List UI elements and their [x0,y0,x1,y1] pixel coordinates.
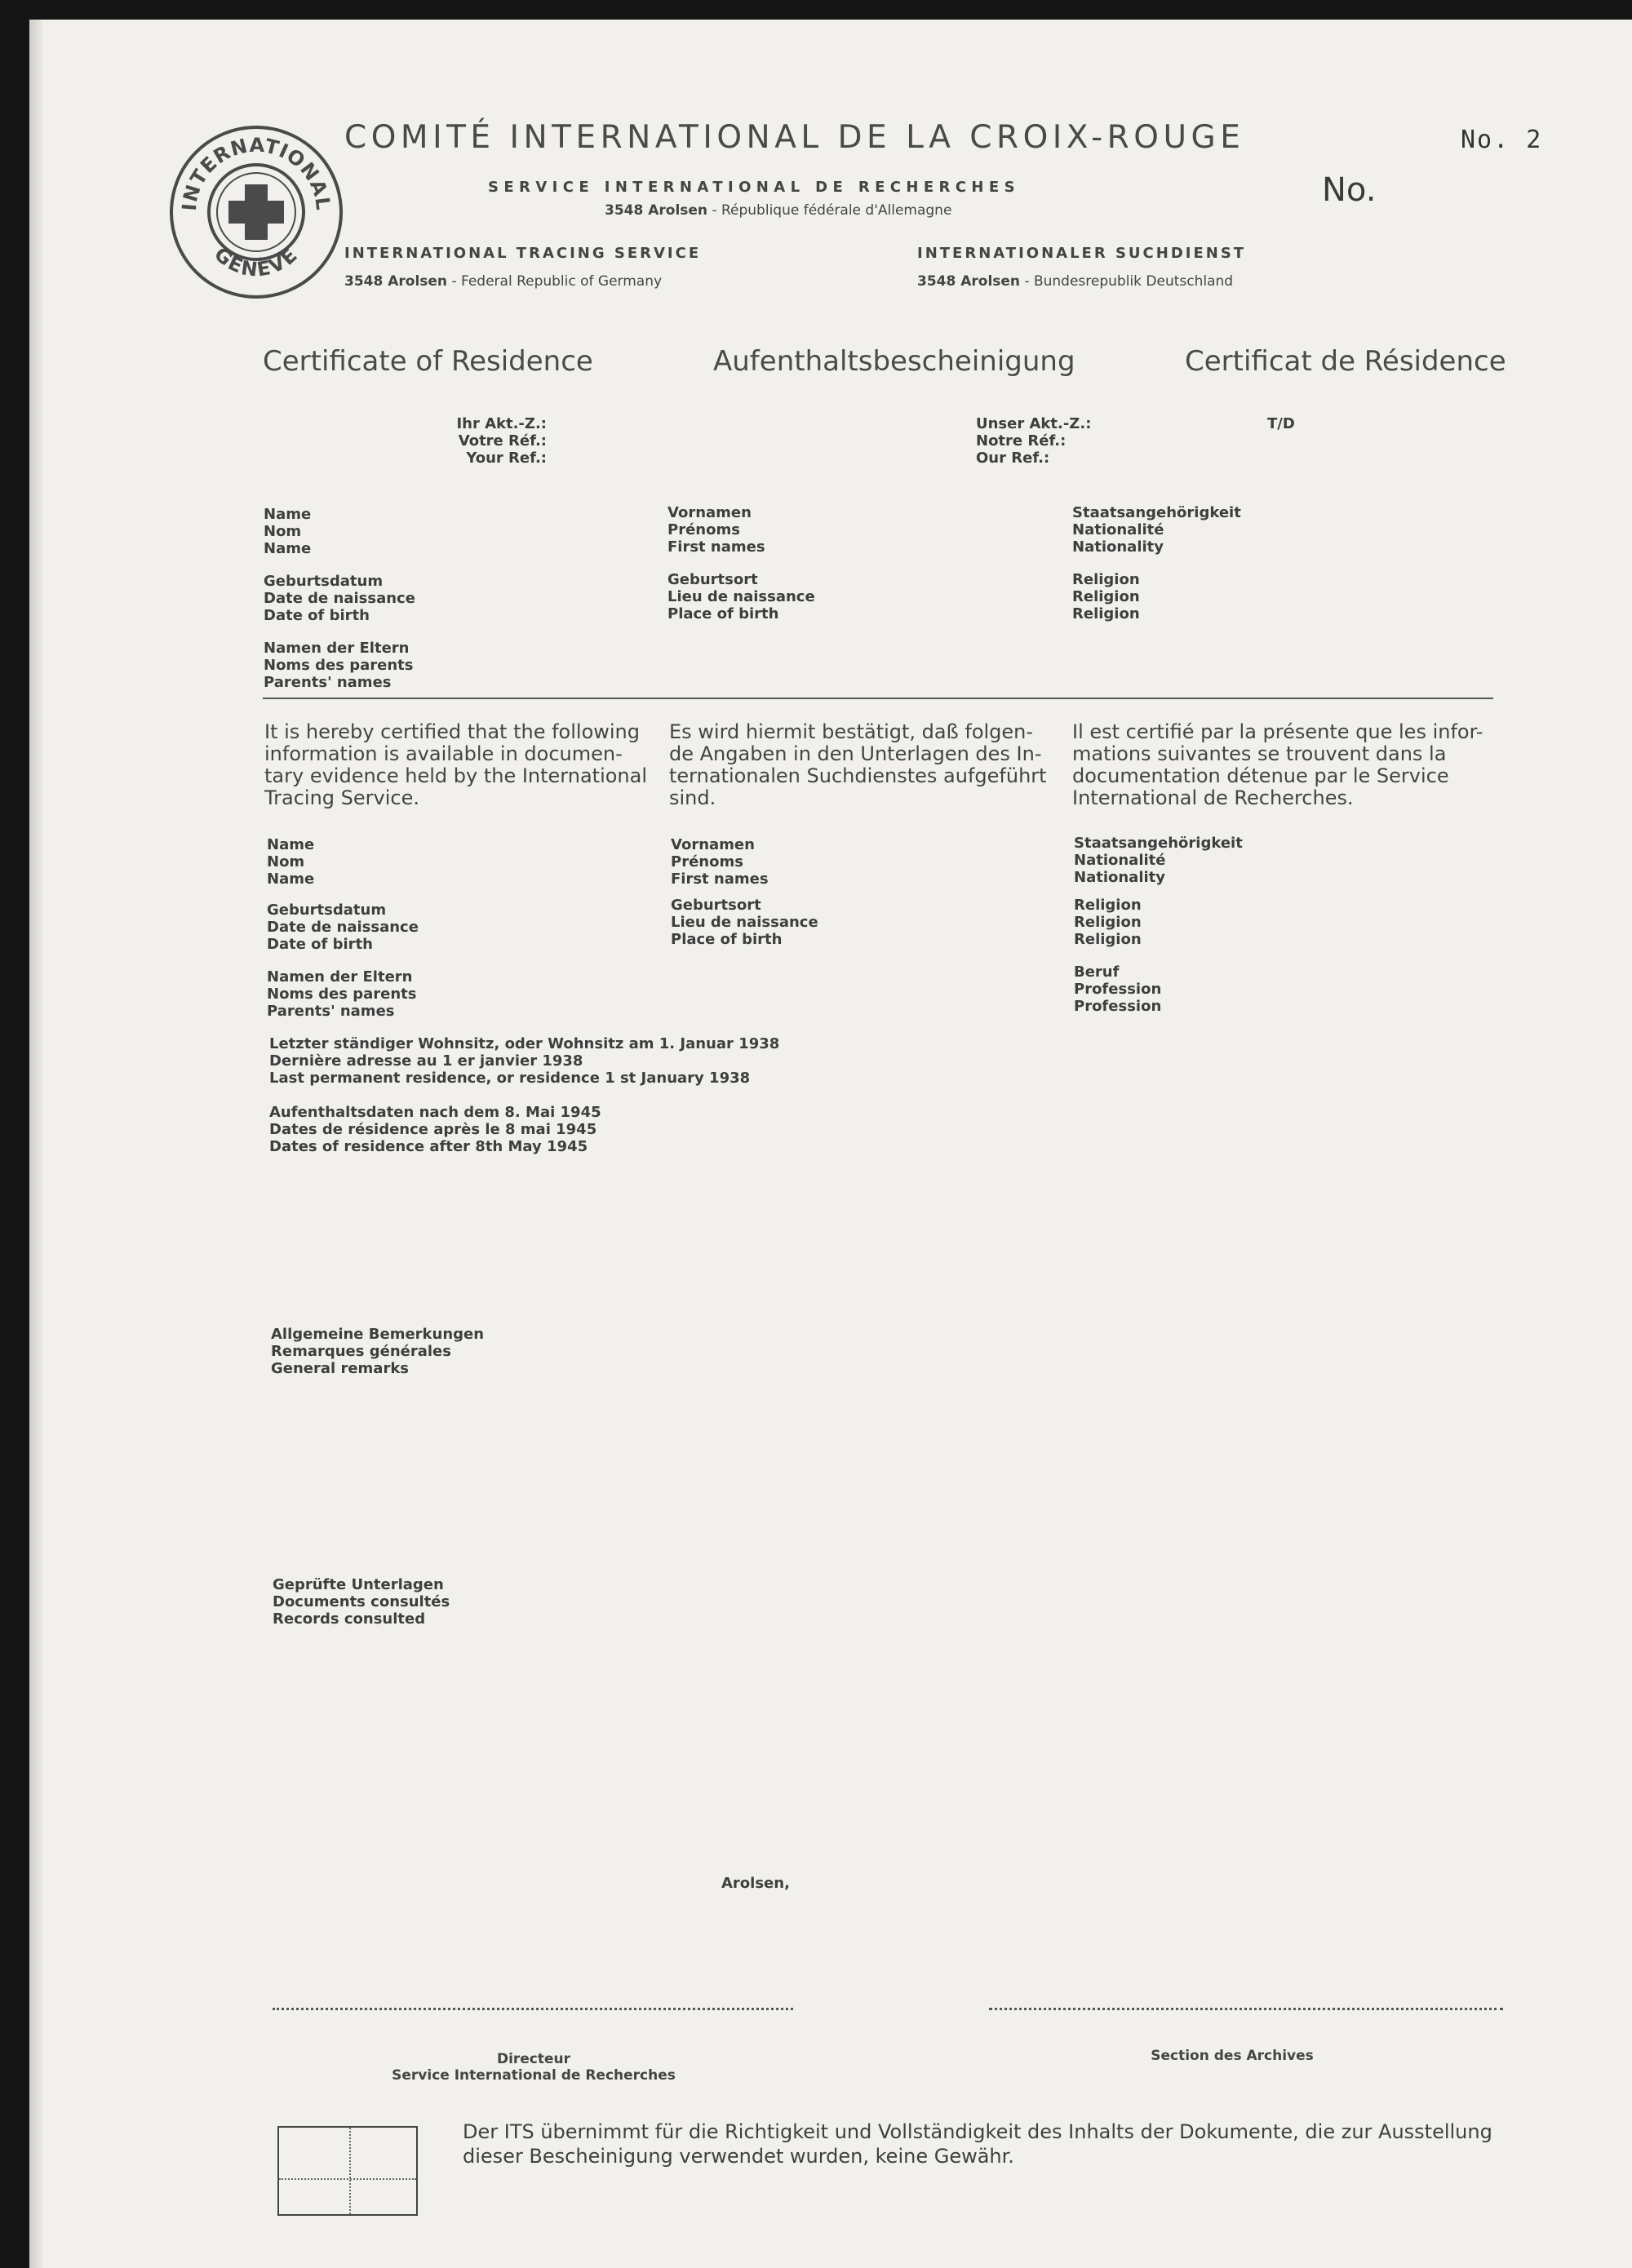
typed-number: No. 2 [1461,126,1543,154]
signature-line-right [989,2008,1503,2010]
upper-birth-place-label: Geburtsort Lieu de naissance Place of birth [667,571,815,622]
disclaimer: Der ITS übernimmt für die Richtigkeit und Vollständigkeit des Inhalts der Dokumente, die zur Ausstellung dieser Bescheinigung verwendet wurden, keine Gewähr. [463,2120,1492,2168]
address-en: 3548 Arolsen - Federal Republic of Germany [344,273,663,290]
residence-dates-label: Aufenthaltsdaten nach dem 8. Mai 1945 Dates de résidence après le 8 mai 1945 Dates of residence after 8th May 1945 [269,1104,601,1155]
lower-birth-date-label: Geburtsdatum Date de naissance Date of birth [267,901,419,953]
certification-fr: Il est certifié par la présente que les infor- mations suivantes se trouvent dans la documentation détenue par le Service International de Recherches. [1072,720,1483,809]
title-de: Aufenthaltsbescheinigung [713,345,1075,378]
lower-profession-label: Beruf Profession Profession [1074,963,1162,1015]
stamp-box [277,2126,418,2216]
title-fr: Certificat de Résidence [1185,345,1506,378]
upper-name-label: Name Nom Name [264,506,312,557]
seal-ring-top: INTERNATIONAL [177,133,335,212]
upper-first-names-label: Vornamen Prénoms First names [667,504,765,556]
page-binding-shadow [29,20,42,2268]
number-label: No. [1322,171,1377,209]
org-title: COMITÉ INTERNATIONAL DE LA CROIX-ROUGE [344,119,1245,156]
our-ref-labels: Unser Akt.-Z.: Notre Réf.: Our Ref.: [976,415,1092,467]
lower-birth-place-label: Geburtsort Lieu de naissance Place of birth [671,897,818,948]
title-en: Certificate of Residence [263,345,593,378]
lower-name-label: Name Nom Name [267,836,315,888]
upper-parents-label: Namen der Eltern Noms des parents Parents' names [264,640,414,691]
upper-birth-date-label: Geburtsdatum Date de naissance Date of birth [264,573,415,624]
signature-line-left [273,2008,793,2010]
svg-text:GENÈVE [210,242,303,281]
your-ref-labels: Ihr Akt.-Z.: Votre Réf.: Your Ref.: [456,415,547,467]
our-ref-value: T/D [1267,415,1295,432]
lower-religion-label: Religion Religion Religion [1074,897,1142,948]
seal-ring-bottom: GENÈVE [210,242,303,281]
certification-de: Es wird hiermit bestätigt, daß folgen- de Angaben in den Unterlagen des In- ternationalen Suchdienstes aufgeführt sind. [669,720,1047,809]
red-cross-seal-icon [168,124,344,300]
certification-en: It is hereby certified that the following information is available in documen- tary evidence held by the International Tracing Service. [264,720,648,809]
service-de: INTERNATIONALER SUCHDIENST [917,245,1247,262]
upper-nationality-label: Staatsangehörigkeit Nationalité Nationality [1072,504,1241,556]
lower-parents-label: Namen der Eltern Noms des parents Parents' names [267,968,417,1020]
upper-religion-label: Religion Religion Religion [1072,571,1140,622]
records-consulted-label: Geprüfte Unterlagen Documents consultés Records consulted [273,1576,450,1628]
place-label: Arolsen, [721,1875,790,1892]
address-fr: 3548 Arolsen - République fédérale d'Allemagne [605,202,952,219]
general-remarks-label: Allgemeine Bemerkungen Remarques générales General remarks [271,1326,485,1377]
section-divider [263,698,1493,699]
lower-nationality-label: Staatsangehörigkeit Nationalité Nationality [1074,835,1243,886]
service-fr: SERVICE INTERNATIONAL DE RECHERCHES [488,179,1020,196]
signatory-director: Directeur Service International de Recherches [392,2051,676,2084]
last-residence-label: Letzter ständiger Wohnsitz, oder Wohnsitz am 1. Januar 1938 Dernière adresse au 1 er janvier 1938 Last permanent residence, or residence 1 st January 1938 [269,1035,780,1087]
lower-first-names-label: Vornamen Prénoms First names [671,836,769,888]
address-de: 3548 Arolsen - Bundesrepublik Deutschland [917,273,1234,290]
service-en: INTERNATIONAL TRACING SERVICE [344,245,702,262]
signatory-archives: Section des Archives [1151,2048,1314,2064]
